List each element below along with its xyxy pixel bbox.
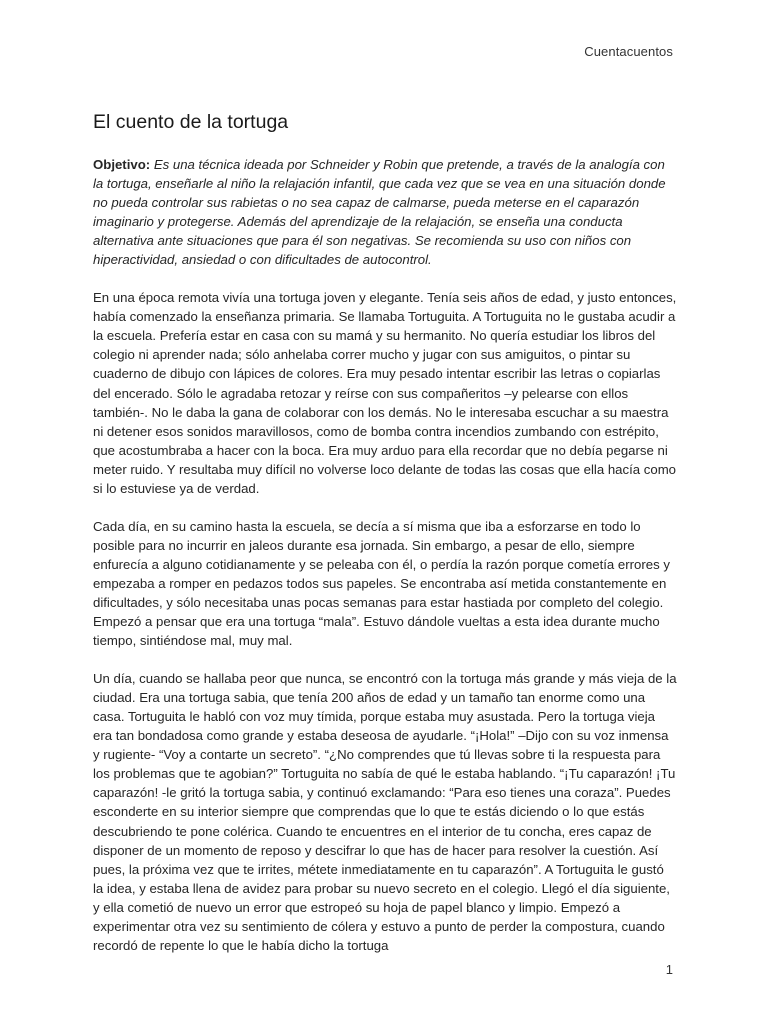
body-paragraph-2: Cada día, en su camino hasta la escuela, se decía a sí misma que iba a esforzarse en todo lo posible para no incurrir en jaleos durante esa jornada. Sin embargo, a pesar de ello, siempre enfurecía a alguno cotidianamente y se peleaba con él, o perdía la razón porque cometía errores y empezaba a romper en pedazos todos sus papeles. Se encontraba así metida constantemente en dificultades, y sólo necesitaba unas pocas semanas para estar hastiada por completo del colegio. Empezó a pensar que era una tortuga “mala”. Estuvo dándole vueltas a esta idea durante mucho tiempo, sintiéndose mal, muy mal. bbox=[93, 518, 670, 649]
page-number: 1 bbox=[665, 962, 673, 977]
objective-paragraph bbox=[93, 155, 677, 269]
document-title: El cuento de la tortuga bbox=[93, 111, 289, 133]
objective-label: Objetivo: bbox=[93, 157, 151, 172]
document-body bbox=[93, 155, 677, 974]
objective-text: Es una técnica ideada por Schneider y Robin que pretende, a través de la analogía con la tortuga, enseñarle al niño la relajación infantil, que cada vez que se vea en una situación donde no pueda controlar sus rabietas o no sea capaz de calmarse, pueda meterse en el caparazón imaginario y protegerse. Además del aprendizaje de la relajación, se enseña una conducta alternativa ante situaciones que para él son negativas. Se recomienda su uso con niños con hiperactividad, ansiedad o con dificultades de autocontrol. bbox=[93, 157, 666, 268]
running-header: Cuentacuentos bbox=[584, 44, 673, 59]
body-paragraph-3: Un día, cuando se hallaba peor que nunca, se encontró con la tortuga más grande y más vieja de la ciudad. Era una tortuga sabia, que tenía 200 años de edad y un tamaño tan enorme como una casa. Tortuguita le habló con voz muy tímida, porque estaba muy asustada. Pero la tortuga vieja era tan bondadosa como grande y estaba deseosa de ayudarle. “¡Hola!” –Dijo con su voz inmensa y rugiente- “Voy a contarte un secreto”. “¿No comprendes que tú llevas sobre ti la respuesta para los problemas que te agobian?” Tortuguita no sabía de qué le estaba hablando. “¡Tu caparazón! ¡Tu caparazón! -le gritó la tortuga sabia, y continuó exclamando: “Para eso tienes una coraza”. Puedes esconderte en su interior siempre que comprendas que lo que te estás diciendo o lo que estás descubriendo te pone colérica. Cuando te encuentres en el interior de tu concha, eres capaz de disponer de un momento de reposo y descifrar lo que has de hacer para resolver la cuestión. Así pues, la próxima vez que te irrites, métete inmediatamente en tu caparazón”. A Tortuguita le gustó la idea, y estaba llena de avidez para probar su nuevo secreto en el colegio. Llegó el día siguiente, y ella cometió de nuevo un error que estropeó su hoja de papel blanco y limpio. Empezó a experimentar otra vez su sentimiento de cólera y estuvo a punto de perder la compostura, cuando recordó de repente lo que le había dicho la tortuga bbox=[93, 671, 677, 953]
body-paragraph-1: En una época remota vivía una tortuga joven y elegante. Tenía seis años de edad, y justo entonces, había comenzado la enseñanza primaria. Se llamaba Tortuguita. A Tortuguita no le gustaba acudir a la escuela. Prefería estar en casa con su mamá y su hermanito. No quería estudiar los libros del colegio ni aprender nada; sólo anhelaba correr mucho y jugar con sus amiguitos, o pintar su cuaderno de dibujo con lápices de colores. Era muy pesado intentar escribir las letras o copiarlas del encerado. Sólo le agradaba retozar y reírse con sus compañeritos –y pelearse con ellos también-. No le daba la gana de colaborar con los demás. No le interesaba escuchar a su maestra ni detener esos sonidos maravillosos, como de bomba contra incendios zumbando con estrépito, que acostumbraba a hacer con la boca. Era muy arduo para ella recordar que no debía pegarse ni meter ruido. Y resultaba muy difícil no volverse loco delante de todas las cosas que ella hacía como si lo estuviese ya de verdad. bbox=[93, 290, 677, 496]
